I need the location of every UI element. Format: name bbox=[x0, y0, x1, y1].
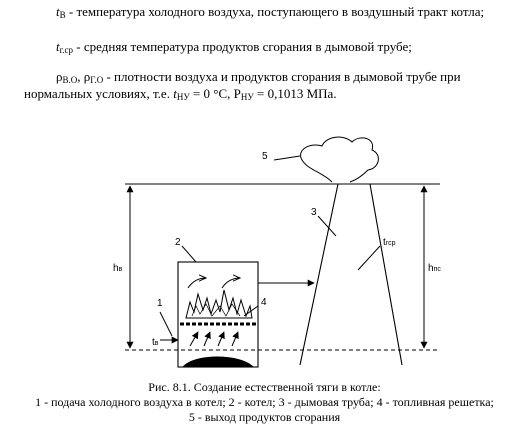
label-hv-symbol: h bbox=[113, 263, 119, 274]
symbol-sub: НУ bbox=[176, 92, 190, 102]
symbol-rho-v: ρ bbox=[56, 69, 63, 84]
symbol-rho-g: ρ bbox=[83, 69, 91, 84]
label-1: 1 bbox=[157, 298, 163, 309]
symbol-sub: НУ bbox=[240, 92, 254, 102]
p-value: = 0,1013 МПа. bbox=[253, 86, 337, 101]
definition-text: - средняя температура продуктов сгорания в дымовой трубе; bbox=[73, 39, 412, 54]
air-arrow-1 bbox=[190, 332, 198, 346]
figure-caption-legend-2: 5 - выход продуктов сгорания bbox=[188, 410, 341, 424]
t-value: = 0 °С, bbox=[189, 86, 234, 101]
symbol-t: t bbox=[173, 86, 177, 101]
symbol-sub: г.ср bbox=[59, 45, 74, 55]
chimney-leader-3 bbox=[318, 216, 336, 236]
normal-conditions-prefix: нормальных условиях, т.е. bbox=[24, 86, 174, 101]
label-2: 2 bbox=[175, 237, 181, 248]
flow-arrow-left bbox=[188, 278, 206, 288]
symbol-sub: В bbox=[59, 10, 66, 20]
symbol-sub: Г.О bbox=[90, 75, 104, 85]
symbol-p: Р bbox=[233, 86, 241, 101]
chimney-right-wall bbox=[370, 184, 402, 365]
air-arrow-3 bbox=[218, 332, 224, 346]
figure-caption-legend-1: 1 - подача холодного воздуха в котел; 2 - котел; 3 - дымовая труба; 4 - топливная решетка; bbox=[35, 395, 494, 409]
label-hv-sub: в bbox=[118, 266, 123, 273]
inlet-leader-1 bbox=[160, 312, 172, 336]
chimney-leader-tgcp bbox=[358, 246, 380, 270]
air-arrow-4 bbox=[232, 332, 238, 346]
chimney-left-wall bbox=[300, 184, 338, 365]
label-tgcp bbox=[383, 232, 396, 250]
label-5: 5 bbox=[262, 151, 268, 162]
label-tv-symbol: t bbox=[152, 337, 155, 348]
label-hpc bbox=[428, 258, 441, 276]
smoke-cloud bbox=[301, 137, 379, 182]
boiler-leader-2 bbox=[182, 246, 196, 262]
flames-inner bbox=[192, 304, 240, 316]
label-tgcp-sub: гср bbox=[385, 240, 396, 247]
smoke-leader-5 bbox=[274, 156, 300, 160]
label-tv bbox=[152, 332, 159, 350]
label-hpc-sub: пс bbox=[433, 266, 441, 273]
label-hpc-symbol: h bbox=[428, 263, 434, 274]
label-hv bbox=[113, 258, 122, 276]
label-tgcp-symbol: t bbox=[383, 237, 386, 248]
definition-text: - температура холодного воздуха, поступающего в воздушный тракт котла; bbox=[65, 4, 485, 19]
label-tv-sub: в bbox=[154, 340, 159, 347]
flow-arrow-right bbox=[222, 278, 240, 288]
symbol-sub: В.О bbox=[62, 75, 78, 85]
flames bbox=[186, 290, 252, 318]
air-arrow-2 bbox=[204, 332, 210, 346]
figure-caption-title: Рис. 8.1. Создание естественной тяги в котле: bbox=[148, 380, 381, 394]
definition-text: - плотности воздуха и продуктов сгорания в дымовой трубе при bbox=[103, 69, 461, 84]
separator: , bbox=[77, 69, 84, 84]
symbol-t: t bbox=[56, 39, 60, 54]
label-4: 4 bbox=[261, 297, 267, 308]
ash-pile bbox=[184, 357, 252, 366]
symbol-t: t bbox=[56, 4, 60, 19]
label-3: 3 bbox=[311, 207, 317, 218]
